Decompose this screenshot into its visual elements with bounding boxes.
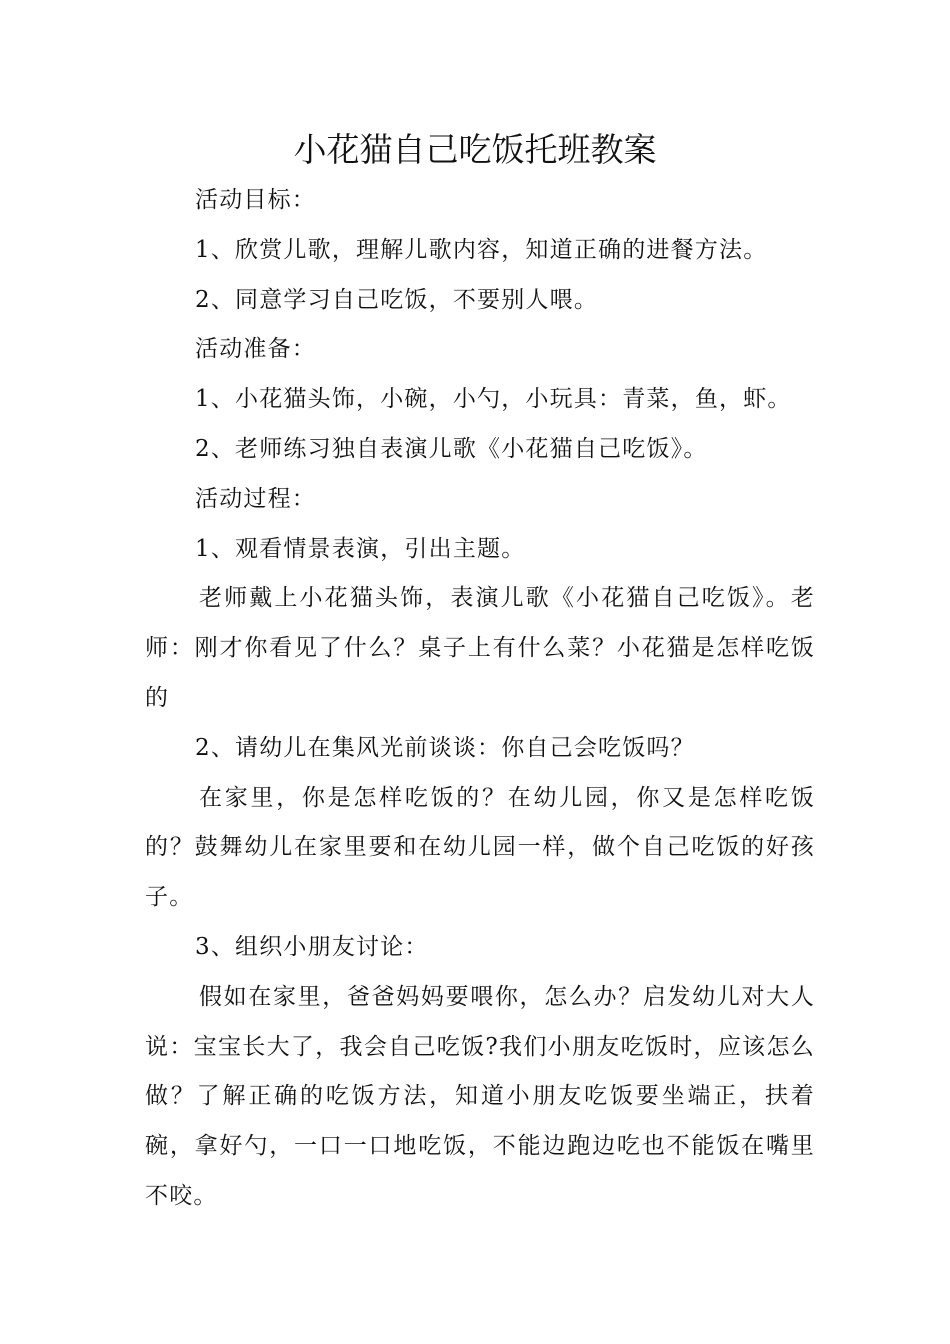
section-heading-process: 活动过程： — [195, 485, 316, 512]
process-step-1-detail: 老师戴上小花猫头饰，表演儿歌《小花猫自己吃饭》。老师：刚才你看见了什么？桌子上有什么菜？小花猫是怎样吃饭的 — [145, 585, 815, 711]
preparation-item-1: 1、小花猫头饰，小碗，小勺，小玩具：青菜，鱼，虾。 — [195, 386, 792, 413]
document-body — [145, 176, 815, 1222]
process-step-3: 3、组织小朋友讨论： — [195, 933, 429, 960]
process-step-1: 1、观看情景表演，引出主题。 — [195, 535, 526, 562]
section-heading-goals: 活动目标： — [195, 187, 316, 213]
process-step-2-detail: 在家里，你是怎样吃饭的？在幼儿园，你又是怎样吃饭的？鼓舞幼儿在家里要和在幼儿园一样，做个自己吃饭的好孩子。 — [145, 784, 815, 911]
goal-item-1: 1、欣赏儿歌，理解儿歌内容，知道正确的进餐方法。 — [195, 236, 768, 263]
process-step-3-detail: 假如在家里，爸爸妈妈要喂你，怎么办？启发幼儿对大人说：宝宝长大了，我会自己吃饭?我们小朋友吃饭时，应该怎么做？了解正确的吃饭方法，知道小朋友吃饭要坐端正，扶着碗，拿好勺，一口一口地吃饭，不能边跑边吃也不能饭在嘴里不咬。 — [145, 983, 815, 1209]
document-title: 小花猫自己吃饭托班教案 — [293, 130, 657, 169]
section-heading-preparation: 活动准备： — [195, 336, 316, 363]
process-step-2: 2、请幼儿在集风光前谈谈：你自己会吃饭吗？ — [195, 734, 695, 761]
goal-item-2: 2、同意学习自己吃饭，不要别人喂。 — [195, 286, 599, 313]
preparation-item-2: 2、老师练习独自表演儿歌《小花猫自己吃饭》。 — [195, 435, 708, 462]
